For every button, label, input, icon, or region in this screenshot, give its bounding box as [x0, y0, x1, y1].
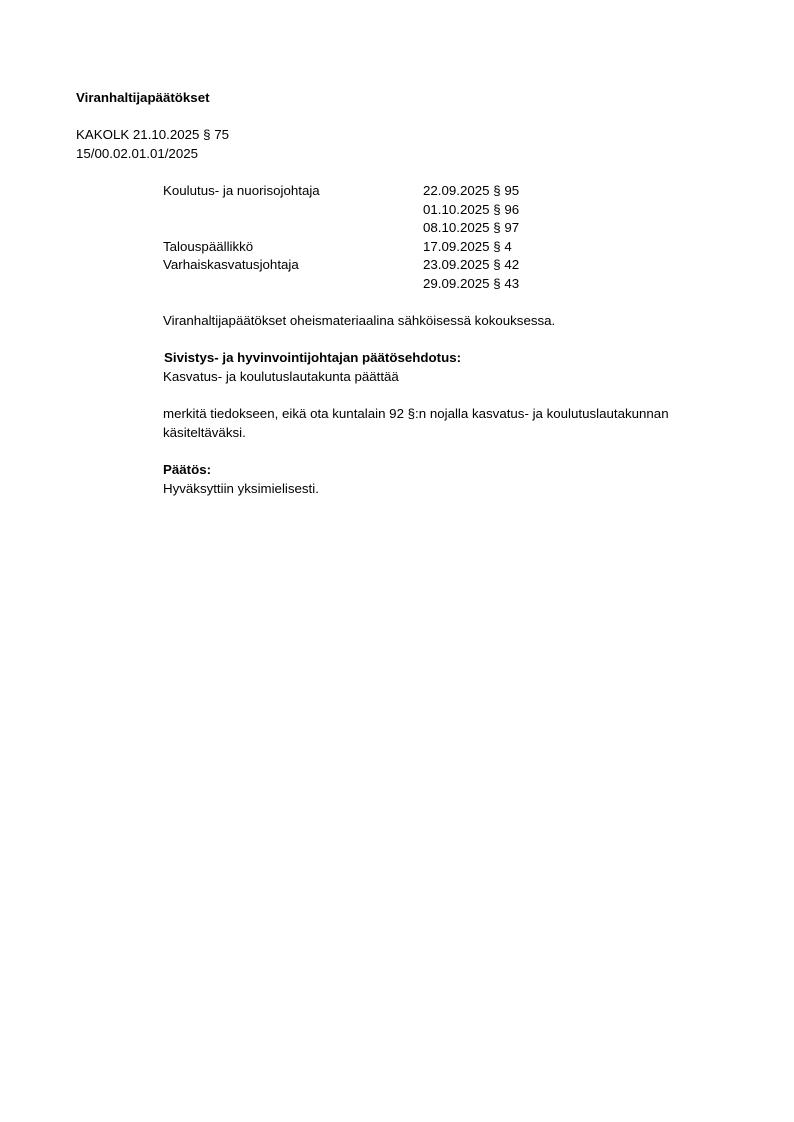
- document-title: Viranhaltijapäätökset: [76, 90, 210, 105]
- decision-row: [163, 201, 623, 220]
- decision-role: [163, 219, 423, 238]
- decision-row: [163, 182, 623, 201]
- decisions-list: [163, 182, 623, 294]
- decision-section: [163, 461, 733, 498]
- decision-heading: Päätös:: [163, 462, 212, 477]
- decision-row: [163, 238, 623, 257]
- proposal-heading: Sivistys- ja hyvinvointijohtajan päätösehdotus:: [164, 350, 462, 365]
- decision-date: 17.09.2025 § 4: [423, 238, 512, 254]
- reference-line: KAKOLK 21.10.2025 § 75: [76, 127, 230, 142]
- decision-role: Talouspäällikkö: [163, 238, 254, 254]
- decision-date: 29.09.2025 § 43: [423, 275, 520, 291]
- record-number: 15/00.02.01.01/2025: [76, 145, 199, 161]
- decision-date: 23.09.2025 § 42: [423, 257, 520, 273]
- decision-text: Hyväksyttiin yksimielisesti.: [163, 480, 319, 496]
- decision-role: Koulutus- ja nuorisojohtaja: [163, 183, 320, 198]
- proposal-text: merkitä tiedokseen, eikä ota kuntalain 92 §:n nojalla kasvatus- ja koulutuslautakunnan käsiteltäväksi.: [163, 406, 669, 440]
- decision-date: 22.09.2025 § 95: [423, 183, 520, 198]
- proposal-intro: Kasvatus- ja koulutuslautakunta päättää: [163, 368, 399, 384]
- reference-block: [76, 126, 229, 163]
- decision-role: [163, 201, 423, 220]
- decision-row: [163, 256, 623, 275]
- proposal-section: [163, 349, 733, 386]
- decision-date: 01.10.2025 § 96: [423, 201, 520, 217]
- decision-row: [163, 275, 623, 294]
- attachment-note: Viranhaltijapäätökset oheismateriaalina sähköisessä kokouksessa.: [163, 313, 556, 328]
- decision-row: [163, 219, 623, 238]
- decision-role: Varhaiskasvatusjohtaja: [163, 257, 299, 273]
- decision-date: 08.10.2025 § 97: [423, 220, 520, 236]
- decision-role: [163, 275, 423, 294]
